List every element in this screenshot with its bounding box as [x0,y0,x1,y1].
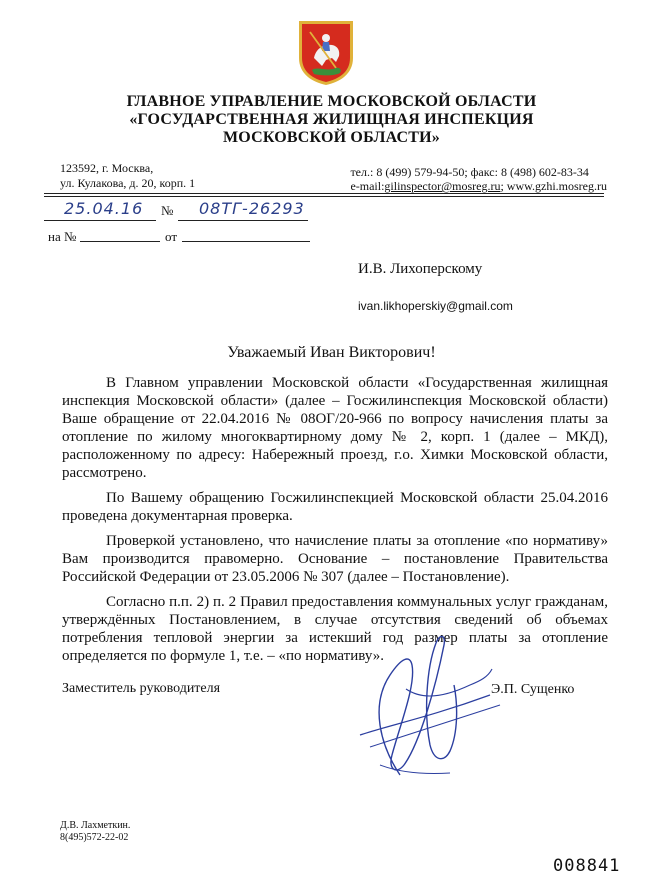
incoming-number-label: на № [48,229,77,244]
phone-fax-line: тел.: 8 (499) 579-94-50; факс: 8 (498) 602-83-34 [350,165,589,179]
addressee-name: И.В. Лихоперскому [358,261,483,277]
outgoing-date-line [44,208,156,221]
header-divider-top [44,193,604,194]
outgoing-date-handwritten: 25.04.16 [64,199,144,218]
body-paragraph: Проверкой установлено, что начисление платы за отопление «по нормативу» Вам производится правомерно. Основание – постановление Правительства Российской Федерации от 23.05.2006 № 307 (далее – Постановление). [62,533,608,585]
body-paragraph: В Главном управлении Московской области «Государственная жилищная инспекция Московской области» (далее – Госжилинспекция Московской области) Ваше обращение от 22.04.2016 № 08ОГ/20-966 по вопросу начисления платы за отопление по жилому многоквартирному дому № 2, корп. 1 (далее – МКД), расположенному по адресу: Набережный проезд, г.о. Химки Московской области, рассмотрено. [62,375,608,481]
executor-name: Д.В. Лахметкин. [60,820,131,831]
organization-name-line3: МОСКОВСКОЙ ОБЛАСТИ» [222,129,441,146]
signatory-position: Заместитель руководителя [62,681,221,696]
body-paragraph: По Вашему обращению Госжилинспекцией Московской области 25.04.2016 проведена документарная проверка. [62,490,608,524]
organization-name-line2: «ГОСУДАРСТВЕННАЯ ЖИЛИЩНАЯ ИНСПЕКЦИЯ [129,111,534,128]
address-line1: 123592, г. Москва, [60,161,154,175]
executor-info [60,820,130,844]
body-paragraph: Согласно п.п. 2) п. 2 Правил предоставления коммунальных услуг гражданам, утверждённых Постановлением, в случае отсутствия сведений об объемах потребления тепловой энергии за истекший год размер платы за отопление определяется по формуле 1, т.е. – «по нормативу». [62,594,608,664]
email-prefix: e-mail: [350,179,385,193]
header-divider-bottom [44,196,604,197]
organization-email-link[interactable]: gilinspector@mosreg.ru [384,179,501,193]
web-separator: ; [500,179,507,193]
organization-name [0,93,663,147]
organization-name-line1: ГЛАВНОЕ УПРАВЛЕНИЕ МОСКОВСКОЙ ОБЛАСТИ [126,93,537,110]
document-serial-number: 008841 [553,856,621,876]
organization-website-link[interactable]: www.gzhi.mosreg.ru [506,179,607,193]
handwritten-signature [340,625,510,785]
address-line2: ул. Кулакова, д. 20, корп. 1 [60,176,196,190]
incoming-number-line [80,229,160,242]
email-web-line [350,179,607,193]
addressee-email: ivan.likhoperskiy@gmail.com [358,299,513,313]
outgoing-number-label: № [161,203,174,218]
incoming-from-label: от [165,229,178,244]
coat-of-arms-emblem [296,18,356,86]
letter-body [62,374,608,672]
signatory-name: Э.П. Сущенко [491,682,575,697]
organization-address [60,161,195,191]
salutation: Уважаемый Иван Викторович! [227,344,436,361]
outgoing-number-handwritten: 08ТГ-26293 [199,199,305,218]
organization-contacts [350,165,607,193]
incoming-from-line [182,229,310,242]
executor-phone: 8(495)572-22-02 [60,832,129,843]
outgoing-number-line [178,208,308,221]
